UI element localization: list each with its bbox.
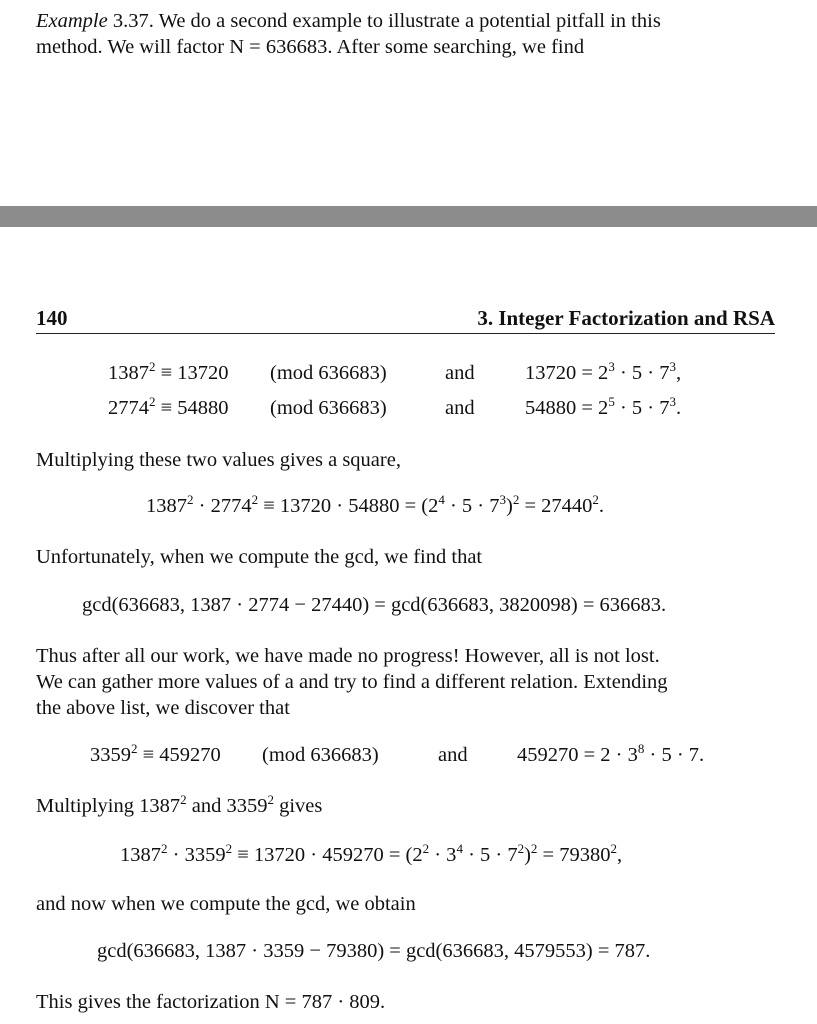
example-paragraph [36, 8, 781, 60]
equation-gcd-1: gcd(636683, 1387 · 2774 − 27440) = gcd(636683, 3820098) = 636683. [82, 594, 667, 616]
equation-square-2: $1387^2 \cdot 3359^2 \equiv 13720 \cdot 459270 = (2^2 \cdot 3^4 \cdot 5 \cdot 7^2)^2 = 79380^2$, [120, 841, 623, 866]
header-rule [36, 333, 775, 334]
equation-gcd-2: gcd(636683, 1387 · 3359 − 79380) = gcd(636683, 4579553) = 787. [97, 940, 651, 962]
example-line-2: method. We will factor N = 636683. After some searching, we find [36, 36, 585, 58]
text-multiplying-2: Multiplying 1387$^2$ and 3359$^2$ gives [36, 792, 323, 817]
page-break-bar [0, 206, 817, 227]
congruence-row-1: 1387$^2$ ≡ 13720 (mod 636683) and $13720 = 2^3 \cdot 5 \cdot 7^3$, [108, 359, 682, 384]
congruence-row-2: 2774$^2$ ≡ 54880 (mod 636683) and $54880 = 2^5 \cdot 5 \cdot 7^3$. [108, 394, 682, 419]
example-line-1: Example 3.37. We do a second example to illustrate a potential pitfall in this [36, 10, 661, 32]
text-final: This gives the factorization N = 787 · 809. [36, 991, 386, 1013]
example-number: 3.37. [112, 10, 154, 32]
text-multiplying-1: Multiplying these two values gives a square, [36, 449, 401, 471]
paragraph-thus: Thus after all our work, we have made no progress! However, all is not lost. We can gather more values of a and try to find a different relation. Extending the above list, we discover that [36, 645, 668, 719]
running-head: 3. Integer Factorization and RSA [477, 306, 775, 330]
text-and-now: and now when we compute the gcd, we obtain [36, 893, 416, 915]
congruence-block-2: 3359$^2$ ≡ 459270 (mod 636683) and $459270 = 2 \cdot 3^8 \cdot 5 \cdot 7$. [90, 741, 705, 766]
example-label: Example [36, 10, 108, 32]
page-number: 140 [36, 306, 68, 330]
congruence-block-1 [0, 359, 817, 422]
equation-square-1: $1387^2 \cdot 2774^2 \equiv 13720 \cdot 54880 = (2^4 \cdot 5 \cdot 7^3)^2 = 27440^2$. [146, 492, 605, 517]
text-unfortunately: Unfortunately, when we compute the gcd, we find that [36, 546, 483, 568]
